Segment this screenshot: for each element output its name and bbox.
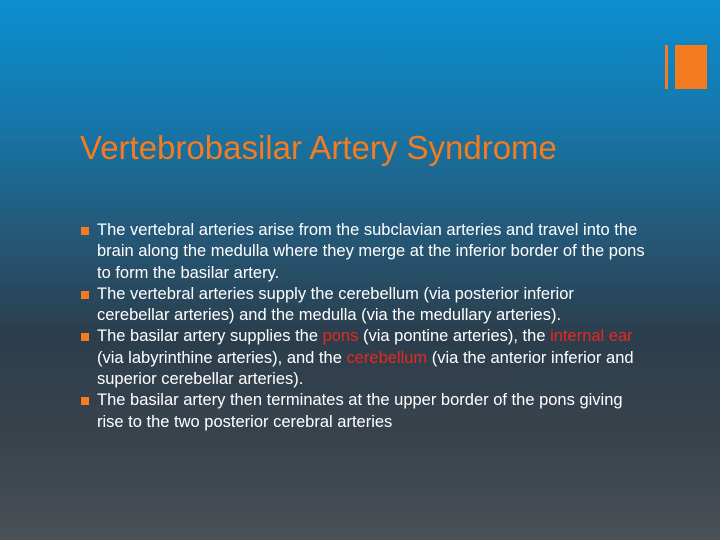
accent-bar-thin: [665, 45, 668, 89]
highlighted-term-internal-ear: internal ear: [550, 327, 633, 346]
bullet-text-part: (via the anterior inferior and superior cerebellar arteries).: [97, 348, 634, 389]
accent-bar-thick: [675, 45, 707, 89]
bullet-list: [80, 220, 650, 433]
bullet-text-part: The basilar artery supplies the: [97, 327, 323, 346]
bullet-text-part: (via pontine arteries), the: [358, 327, 551, 346]
bullet-item: [80, 284, 650, 327]
bullet-item: [80, 390, 650, 433]
bullet-item: [80, 326, 650, 390]
square-bullet-icon: [81, 291, 89, 299]
bullet-text: The vertebral arteries arise from the subclavian arteries and travel into the brain along the medulla where they merge at the inferior border of the pons to form the basilar artery.: [97, 221, 645, 282]
square-bullet-icon: [81, 397, 89, 405]
bullet-item: [80, 220, 650, 284]
bullet-text: [97, 327, 634, 388]
square-bullet-icon: [81, 333, 89, 341]
slide-title: Vertebrobasilar Artery Syndrome: [80, 129, 557, 166]
bullet-text-part: (via labyrinthine arteries), and the: [97, 348, 347, 367]
bullet-text: The basilar artery then terminates at the upper border of the pons giving rise to the two posterior cerebral arteries: [97, 391, 623, 431]
square-bullet-icon: [81, 227, 89, 235]
highlighted-term-cerebellum: cerebellum: [346, 348, 428, 367]
highlighted-term-pons: pons: [322, 327, 359, 346]
bullet-text: The vertebral arteries supply the cerebellum (via posterior inferior cerebellar arteries) and the medulla (via the medullary arteries).: [97, 284, 574, 325]
